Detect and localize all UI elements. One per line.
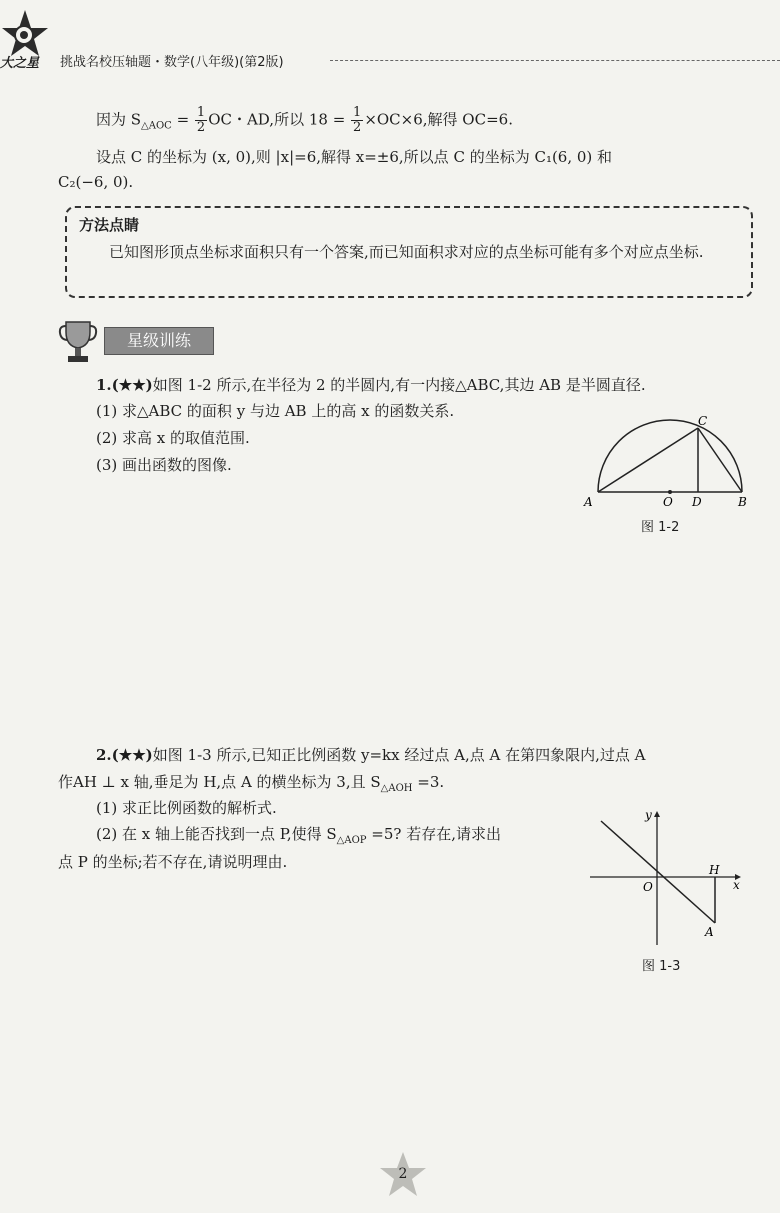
difficulty-stars: (★★) (111, 376, 153, 394)
label-c: C (698, 414, 708, 428)
difficulty-stars: (★★) (111, 746, 153, 764)
question-number: 1. (96, 376, 112, 394)
solution-line-3: C₂(−6, 0). (58, 173, 134, 191)
question-text: (2) 在 x 轴上能否找到一点 P,使得 S (96, 825, 337, 843)
label-o: O (643, 880, 653, 894)
q2-sub1: (1) 求正比例函数的解析式. (96, 799, 277, 817)
label-x: x (733, 878, 740, 892)
fraction-denominator: 2 (196, 120, 206, 135)
solution-line-1 (96, 106, 513, 138)
solution-text: ×OC×6,解得 OC=6. (364, 110, 513, 129)
label-h: H (709, 863, 720, 877)
y-axis-arrow (654, 811, 660, 817)
question-text: =3. (412, 773, 445, 791)
q2-stem-a (96, 744, 645, 766)
q2-stem-b (58, 771, 444, 800)
method-tip-box (65, 206, 753, 298)
label-d: D (692, 495, 702, 509)
question-text: 作AH ⊥ x 轴,垂足为 H,点 A 的横坐标为 3,且 S (58, 773, 381, 791)
label-o: O (663, 495, 673, 509)
solution-text: OC・AD,所以 18 = (208, 110, 351, 129)
logo-text: 大之星 (0, 56, 40, 71)
line-y-kx (601, 821, 715, 923)
fraction-numerator: 1 (353, 105, 362, 120)
label-a: A (705, 925, 714, 939)
question-text: 如图 1-3 所示,已知正比例函数 y=kx 经过点 A,点 A 在第四象限内,过点 A (152, 746, 646, 764)
section-banner: 星级训练 (104, 327, 214, 355)
figure-1-3 (585, 805, 755, 950)
label-a: A (584, 495, 593, 509)
q1-sub3: (3) 画出函数的图像. (96, 456, 232, 474)
figure-1-2-caption: 图 1-2 (641, 520, 680, 535)
question-text: 如图 1-2 所示,在半径为 2 的半圆内,有一内接△ABC,其边 AB 是半圆直径. (152, 376, 646, 394)
q2-sub2-a (96, 823, 501, 852)
q1-sub1: (1) 求△ABC 的面积 y 与边 AB 上的高 x 的函数关系. (96, 402, 455, 420)
figure-1-3-caption: 图 1-3 (642, 959, 681, 974)
q1-sub2: (2) 求高 x 的取值范围. (96, 429, 250, 447)
figure-1-2 (580, 410, 760, 515)
tip-title: 方法点睛 (79, 216, 140, 234)
solution-line-2: 设点 C 的坐标为 (x, 0),则 |x|=6,解得 x=±6,所以点 C 的坐标为 C₁(6, 0) 和 (96, 148, 613, 166)
tip-body: 已知图形顶点坐标求面积只有一个答案,而已知面积求对应的点坐标可能有多个对应点坐标. (109, 243, 704, 261)
page-number: 2 (398, 1166, 408, 1182)
side-ac (598, 428, 698, 492)
question-number: 2. (96, 746, 112, 764)
solution-text: = (171, 110, 194, 129)
series-title: 挑战名校压轴题・数学(八年级)(第2版) (60, 55, 284, 70)
label-b: B (738, 495, 747, 509)
subscript: △AOP (336, 835, 367, 846)
label-y: y (645, 808, 652, 822)
trophy-icon (58, 318, 98, 364)
fraction (195, 106, 207, 135)
solution-text: 因为 S (96, 110, 142, 129)
header-rule (330, 60, 780, 61)
fraction-numerator: 1 (196, 105, 206, 120)
fraction (351, 106, 363, 135)
question-text: =5? 若存在,请求出 (366, 825, 501, 843)
subscript: △AOH (380, 783, 413, 794)
fraction-denominator: 2 (353, 120, 362, 135)
q1-stem (96, 374, 646, 396)
q2-sub2-b: 点 P 的坐标;若不存在,请说明理由. (58, 853, 288, 871)
page-header (0, 0, 780, 80)
center-point (668, 490, 672, 494)
semicircle-arc (598, 420, 742, 492)
subscript: △AOC (141, 120, 172, 132)
